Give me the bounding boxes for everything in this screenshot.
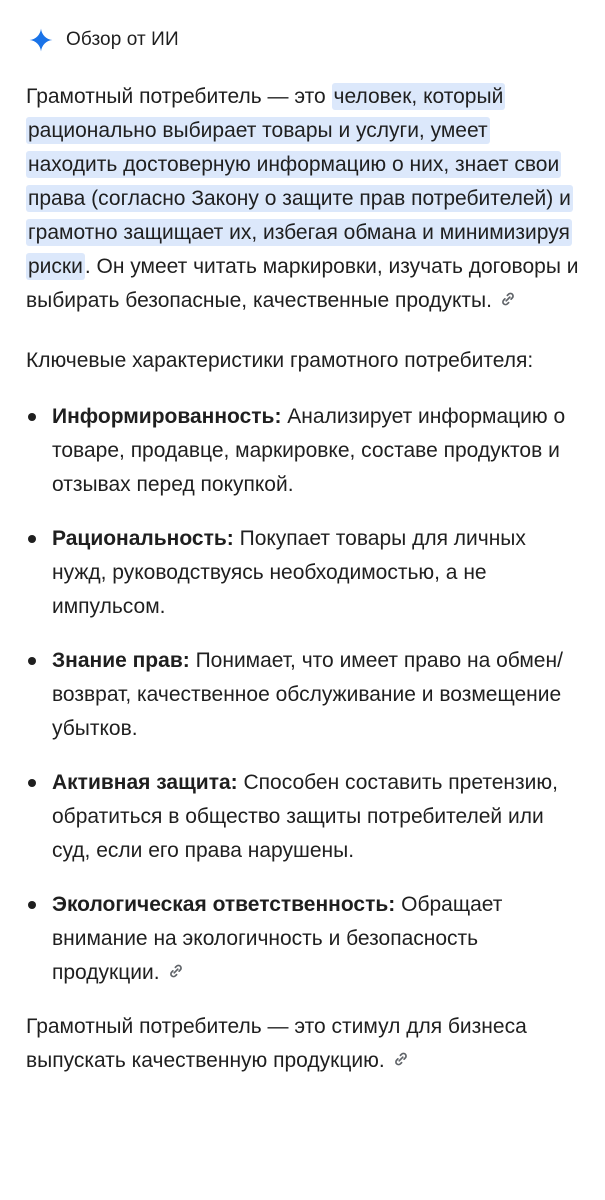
sparkle-icon [28,27,54,53]
intro-lead: Грамотный потребитель — это [26,85,332,108]
feature-text: Способен составить претензию, обратиться в общество защиты потребителей или суд, если его права нарушены. [52,771,558,862]
list-item [26,522,579,624]
characteristics-heading: Ключевые характеристики грамотного потребителя: [26,349,534,372]
intro-highlight[interactable]: человек, который рационально выбирает товары и услуги, умеет находить достоверную информацию о них, знает свои права (согласно Закону о защите прав потребителей) и грамотно защищает их, избегая обмана и минимизируя риски [28,85,571,278]
conclusion-text: Грамотный потребитель — это стимул для бизнеса выпускать качественную продукцию. [26,1015,527,1072]
feature-term: Знание прав: [52,649,190,672]
link-icon[interactable] [391,1049,411,1069]
intro-tail: . Он умеет читать маркировки, изучать договоры и выбирать безопасные, качественные продукты. [26,255,579,312]
feature-term: Информированность: [52,405,282,428]
feature-term: Рациональность: [52,527,234,550]
feature-text: Понимает, что имеет право на обмен/возврат, качественное обслуживание и возмещение убытков. [52,649,563,740]
ai-overview-title: Обзор от ИИ [66,29,179,50]
bullet-icon [28,657,36,665]
conclusion-paragraph [26,1010,579,1078]
feature-term: Активная защита: [52,771,238,794]
intro-paragraph [26,80,579,318]
feature-text: Анализирует информацию о товаре, продавце, маркировке, составе продуктов и отзывах перед покупкой. [52,405,566,496]
feature-text: Покупает товары для личных нужд, руководствуясь необходимостью, а не импульсом. [52,527,526,618]
list-item [26,766,579,868]
list-item [26,400,579,502]
link-icon[interactable] [166,961,186,981]
bullet-icon [28,535,36,543]
list-item [26,644,579,746]
bullet-icon [28,901,36,909]
ai-overview-header [26,0,579,80]
feature-text: Обращает внимание на экологичность и безопасность продукции. [52,893,503,984]
list-item [26,888,579,990]
features-list [26,400,579,990]
feature-term: Экологическая ответственность: [52,893,396,916]
bullet-icon [28,413,36,421]
bullet-icon [28,779,36,787]
link-icon[interactable] [498,289,518,309]
